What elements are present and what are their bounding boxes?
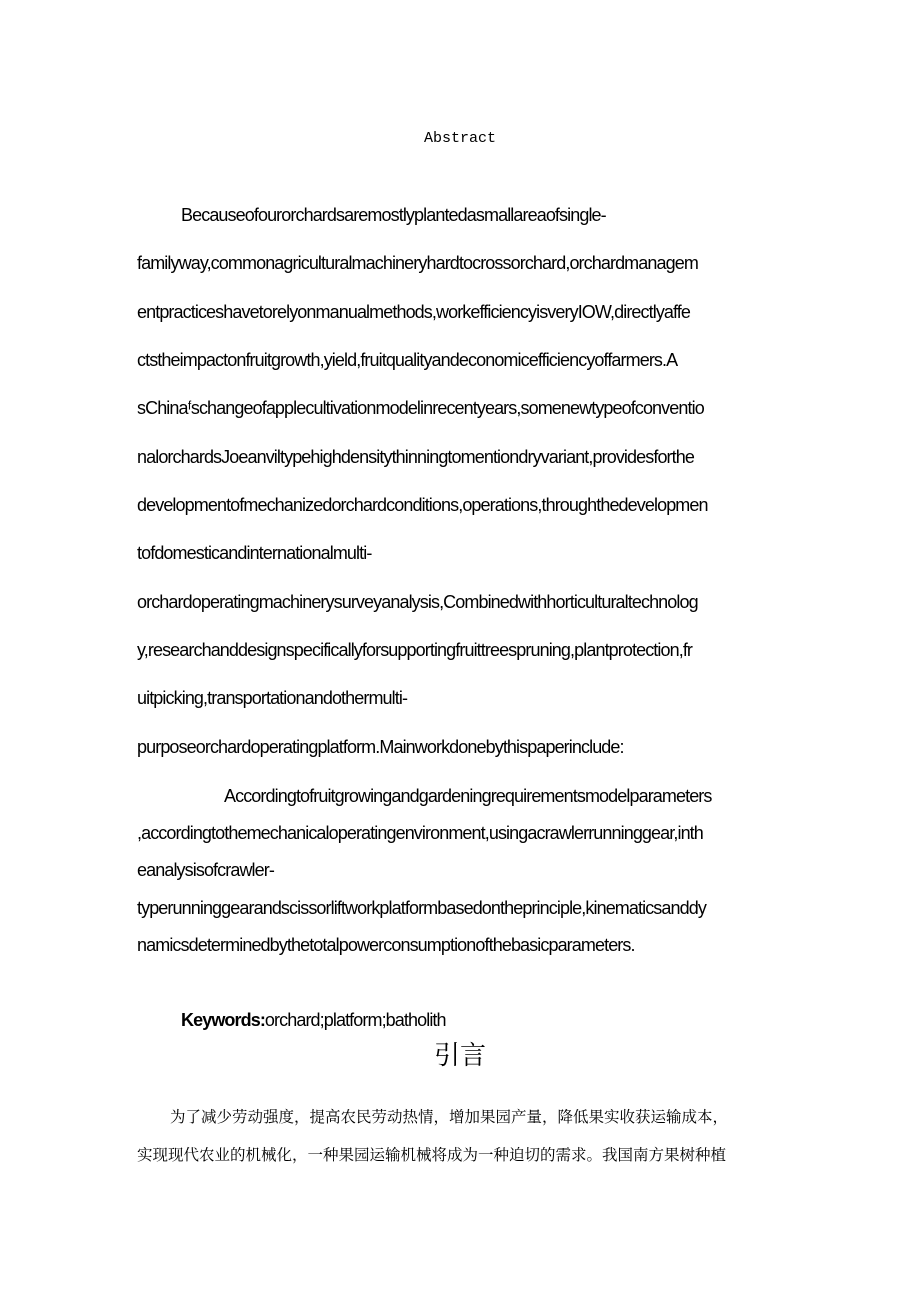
- abstract-line: y,researchanddesignspecificallyforsupportingfruittreespruning,plantprotection,fr: [137, 640, 693, 660]
- keywords-value: orchard;platform;batholith: [264, 1010, 446, 1030]
- abstract-line: entpracticeshavetorelyonmanualmethods,workefficiencyisveryIOW,directlyaffe: [137, 302, 691, 322]
- abstract-line: tofdomesticandinternationalmulti-: [137, 543, 372, 563]
- paragraph-line: ,accordingtothemechanicaloperatingenvironment,usingacrawlerrunninggear,inth: [137, 823, 703, 843]
- abstract-line: purposeorchardoperatingplatform.Mainworkdonebythispaperinclude:: [137, 737, 624, 757]
- abstract-line: developmentofmechanizedorchardconditions,operations,throughthedevelopmen: [137, 495, 708, 515]
- abstract-line: sChinaᶠschangeofapplecultivationmodelinrecentyears,somenewtypeofconventio: [137, 398, 704, 418]
- paragraph-line: typerunninggearandscissorliftworkplatformbasedontheprinciple,kinematicsanddy: [137, 898, 706, 918]
- intro-line: 实现现代农业的机械化，一种果园运输机械将成为一种迫切的需求。我国南方果树种植: [137, 1146, 727, 1164]
- abstract-line: ctstheimpactonfruitgrowth,yield,fruitqualityandeconomicefficiencyoffarmers.A: [137, 350, 678, 370]
- paragraph-line: namicsdeterminedbythetotalpowerconsumptionofthebasicparameters.: [137, 935, 635, 955]
- abstract-line: familyway,commonagriculturalmachineryhardtocrossorchard,orchardmanagem: [137, 253, 698, 273]
- paragraph-line: eanalysisofcrawler-: [137, 860, 274, 880]
- keywords-label: Keywords:: [181, 1010, 265, 1030]
- abstract-line: uitpicking,transportationandothermulti-: [137, 688, 408, 708]
- abstract-line: orchardoperatingmachinerysurveyanalysis,Combinedwithhorticulturaltechnolog: [137, 592, 698, 612]
- intro-heading: 引言: [433, 1041, 486, 1071]
- keywords-line: [181, 1010, 446, 1031]
- intro-line: 为了减少劳动强度，提高农民劳动热情，增加果园产量，降低果实收获运输成本，: [170, 1108, 729, 1126]
- abstract-title: Abstract: [423, 130, 496, 147]
- paragraph-line: Accordingtofruitgrowingandgardeningrequirementsmodelparameters: [224, 786, 712, 806]
- abstract-line: Becauseofourorchardsaremostlyplantedasmallareaofsingle-: [181, 205, 606, 225]
- abstract-line: nalorchardsJoeanviltypehighdensitythinningtomentiondryvariant,providesforthe: [137, 447, 694, 467]
